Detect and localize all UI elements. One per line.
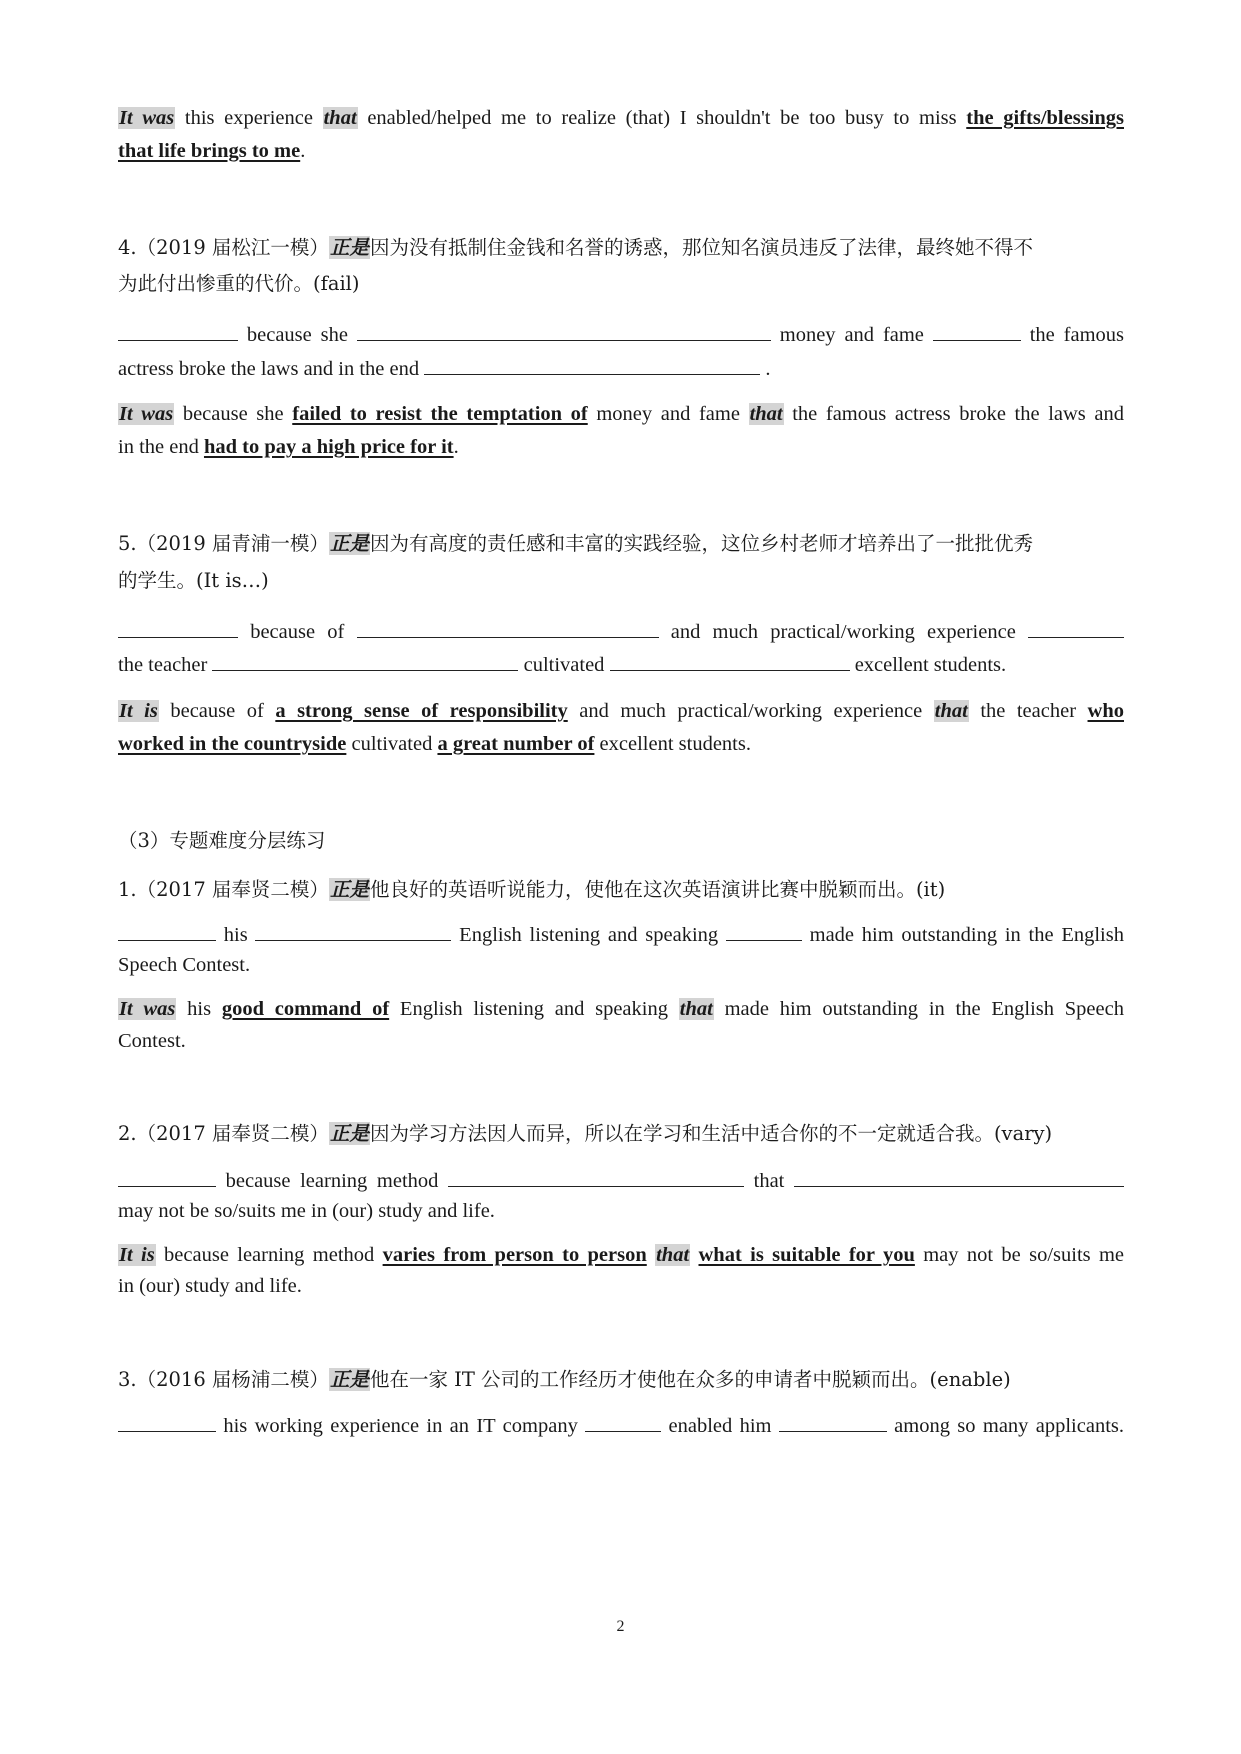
answer-blank[interactable] [357, 617, 659, 638]
answer-blank[interactable] [585, 1411, 661, 1432]
s1-answer-line-2: Contest. [118, 1030, 186, 1052]
answer-phrase: a great number of [437, 733, 595, 755]
answer-phrase: good command of [221, 998, 390, 1020]
s3-prompt-line-1: 3.（2016 届杨浦二模）正是他在一家 IT 公司的工作经历才使他在众多的申请者中脱颖而出。(enable) [118, 1368, 1011, 1391]
key-phrase-highlight: 正是 [329, 1122, 369, 1145]
that-highlight: that [749, 403, 783, 425]
answer-blank[interactable] [448, 1166, 744, 1187]
that-highlight: that [934, 700, 968, 722]
s3-fill-line-1: his working experience in an IT company enabled him among so many applicants. [118, 1411, 1124, 1440]
q4-fill-line-2: actress broke the laws and in the end . [118, 354, 1124, 383]
answer-blank[interactable] [933, 320, 1021, 341]
answer-blank[interactable] [794, 1166, 1124, 1187]
key-phrase-highlight: 正是 [329, 1368, 369, 1391]
it-was-highlight: It was [119, 403, 174, 425]
answer-blank[interactable] [1028, 617, 1124, 638]
it-was-highlight: It was [119, 107, 175, 129]
q4-fill-line-1: because she money and fame the famous [118, 320, 1124, 349]
q5-prompt-line-1: 5.（2019 届青浦一模）正是因为有高度的责任感和丰富的实践经验，这位乡村老师才培养出了一批批优秀 [118, 532, 1033, 555]
it-was-highlight: It was [119, 998, 176, 1020]
answer-phrase: that life brings to me [118, 140, 301, 162]
answer-phrase: who [1087, 700, 1124, 722]
q4-prompt-line-2: 为此付出惨重的代价。(fail) [118, 272, 360, 295]
s2-fill-line-1: because learning method that [118, 1166, 1124, 1195]
key-phrase-highlight: 正是 [329, 878, 369, 901]
answer-blank[interactable] [357, 320, 771, 341]
s2-fill-line-2: may not be so/suits me in (our) study and life. [118, 1200, 495, 1222]
answer-blank[interactable] [118, 920, 216, 941]
it-is-highlight: It is [119, 700, 158, 722]
q5-prompt-line-2: 的学生。(It is…) [118, 569, 269, 592]
s2-answer-line-1: It is because learning method varies from person to person that what is suitable for you may not be so/suits me [119, 1244, 1125, 1266]
q4-prompt-line-1: 4.（2019 届松江一模）正是因为没有抵制住金钱和名誉的诱惑，那位知名演员违反了法律，最终她不得不 [118, 236, 1033, 259]
answer-phrase: a strong sense of responsibility [275, 700, 568, 722]
it-is-highlight: It is [119, 1244, 155, 1266]
answer-blank[interactable] [726, 920, 802, 941]
answer-blank[interactable] [118, 320, 238, 341]
answer-blank[interactable] [424, 354, 760, 375]
that-highlight: that [679, 998, 713, 1020]
answer-phrase: what is suitable for you [698, 1244, 915, 1266]
q5-fill-line-2: the teacher cultivated excellent students. [118, 650, 1124, 679]
answer-blank[interactable] [212, 650, 518, 671]
section-heading: （3）专题难度分层练习 [118, 829, 326, 852]
page-number: 2 [616, 1618, 625, 1635]
key-phrase-highlight: 正是 [329, 236, 369, 259]
s1-answer-line-1: It was his good command of English listening and speaking that made him outstanding in the English Speech [119, 998, 1124, 1020]
that-highlight: that [656, 1244, 690, 1266]
answer-blank[interactable] [118, 1411, 216, 1432]
q5-fill-line-1: because of and much practical/working experience [118, 617, 1124, 646]
that-highlight: that [323, 107, 357, 129]
s1-fill-line-1: his English listening and speaking made him outstanding in the English [118, 920, 1124, 949]
prev-answer-line-2: that life brings to me. [118, 140, 306, 162]
s1-prompt-line-1: 1.（2017 届奉贤二模）正是他良好的英语听说能力，使他在这次英语演讲比赛中脱颖而出。(it) [118, 878, 946, 901]
answer-phrase: worked in the countryside [118, 733, 347, 755]
q4-answer-line-2: in the end had to pay a high price for it. [118, 436, 459, 458]
prev-answer-line-1: It was this experience that enabled/helped me to realize (that) I shouldn't be too busy to miss the gifts/blessings [119, 107, 1124, 129]
answer-blank[interactable] [118, 617, 238, 638]
s2-answer-line-2: in (our) study and life. [118, 1275, 302, 1297]
answer-blank[interactable] [610, 650, 850, 671]
q5-answer-line-1: It is because of a strong sense of responsibility and much practical/working experience that the teacher who [119, 700, 1124, 722]
answer-blank[interactable] [255, 920, 451, 941]
answer-phrase: varies from person to person [382, 1244, 647, 1266]
s2-prompt-line-1: 2.（2017 届奉贤二模）正是因为学习方法因人而异，所以在学习和生活中适合你的不一定就适合我。(vary) [118, 1122, 1053, 1145]
q5-answer-line-2: worked in the countryside cultivated a great number of excellent students. [118, 733, 751, 755]
answer-phrase: the gifts/blessings [966, 107, 1124, 129]
answer-blank[interactable] [779, 1411, 887, 1432]
s1-fill-line-2: Speech Contest. [118, 954, 251, 976]
answer-blank[interactable] [118, 1166, 216, 1187]
answer-phrase: had to pay a high price for it [203, 436, 454, 458]
answer-phrase: failed to resist the temptation of [292, 403, 588, 425]
q4-answer-line-1: It was because she failed to resist the temptation of money and fame that the famous actress broke the laws and [119, 403, 1124, 425]
key-phrase-highlight: 正是 [329, 532, 369, 555]
